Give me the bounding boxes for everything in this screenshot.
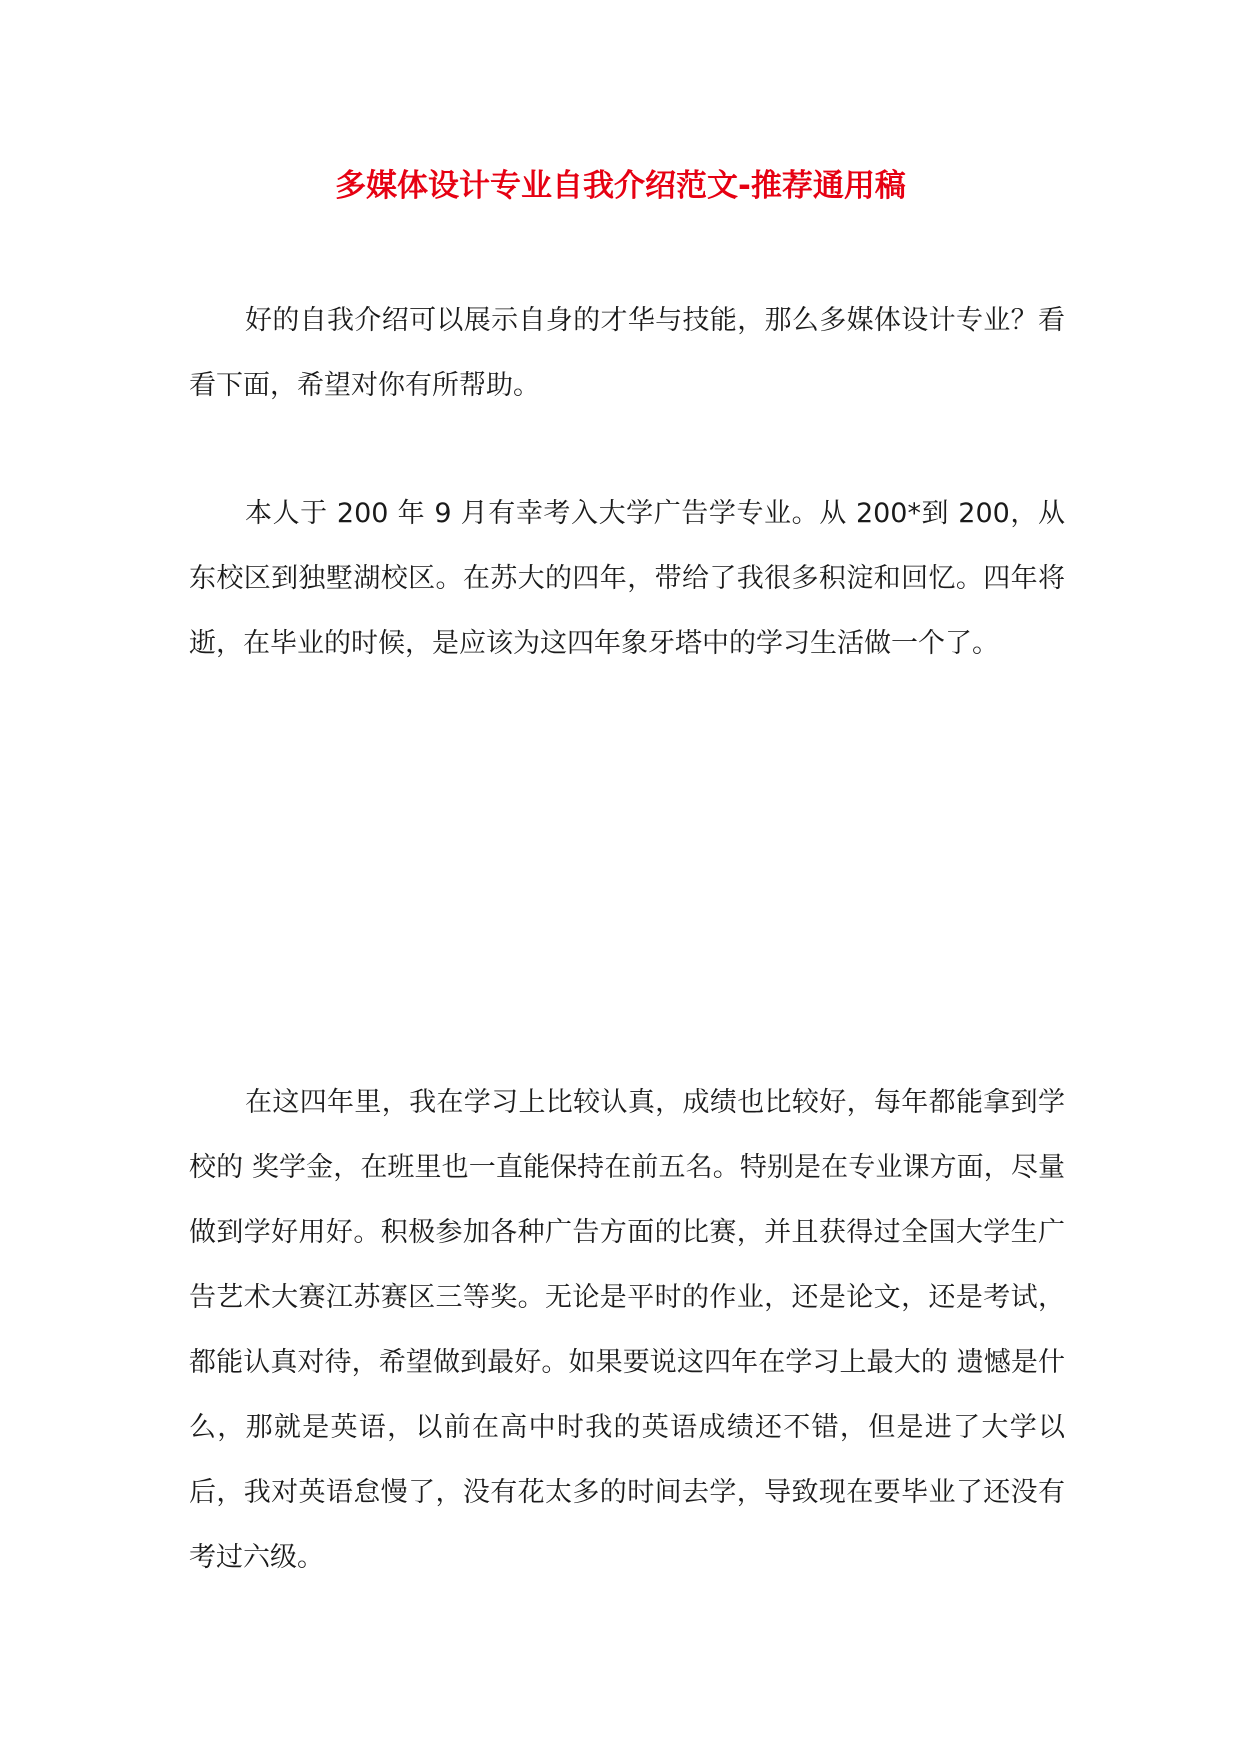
paragraph-intro: 好的自我介绍可以展示自身的才华与技能，那么多媒体设计专业？看看下面，希望对你有所帮助。: [189, 305, 1065, 401]
document-title: 多媒体设计专业自我介绍范文-推荐通用稿: [335, 168, 906, 204]
paragraph-study: 在这四年里，我在学习上比较认真，成绩也比较好，每年都能拿到学校的 奖学金，在班里也一直能保持在前五名。特别是在专业课方面，尽量做到学好用好。积极参加各种广告方面的比赛，并且获得过全国大学生广告艺术大赛江苏赛区三等奖。无论是平时的作业，还是论文，还是考试，都能认真对待，希望做到最好。如果要说这四年在学习上最大的 遗憾是什么，那就是英语，以前在高中时我的英语成绩还不错，但是进了大学以后，我对英语怠慢了，没有花太多的时间去学，导致现在要毕业了还没有考过六级。: [189, 1087, 1065, 1573]
paragraph-background: 本人于 200 年 9 月有幸考入大学广告学专业。从 200*到 200，从东校区到独墅湖校区。在苏大的四年，带给了我很多积淀和回忆。四年将逝，在毕业的时候，是应该为这四年象牙塔中的学习生活做一个了。: [189, 498, 1065, 659]
